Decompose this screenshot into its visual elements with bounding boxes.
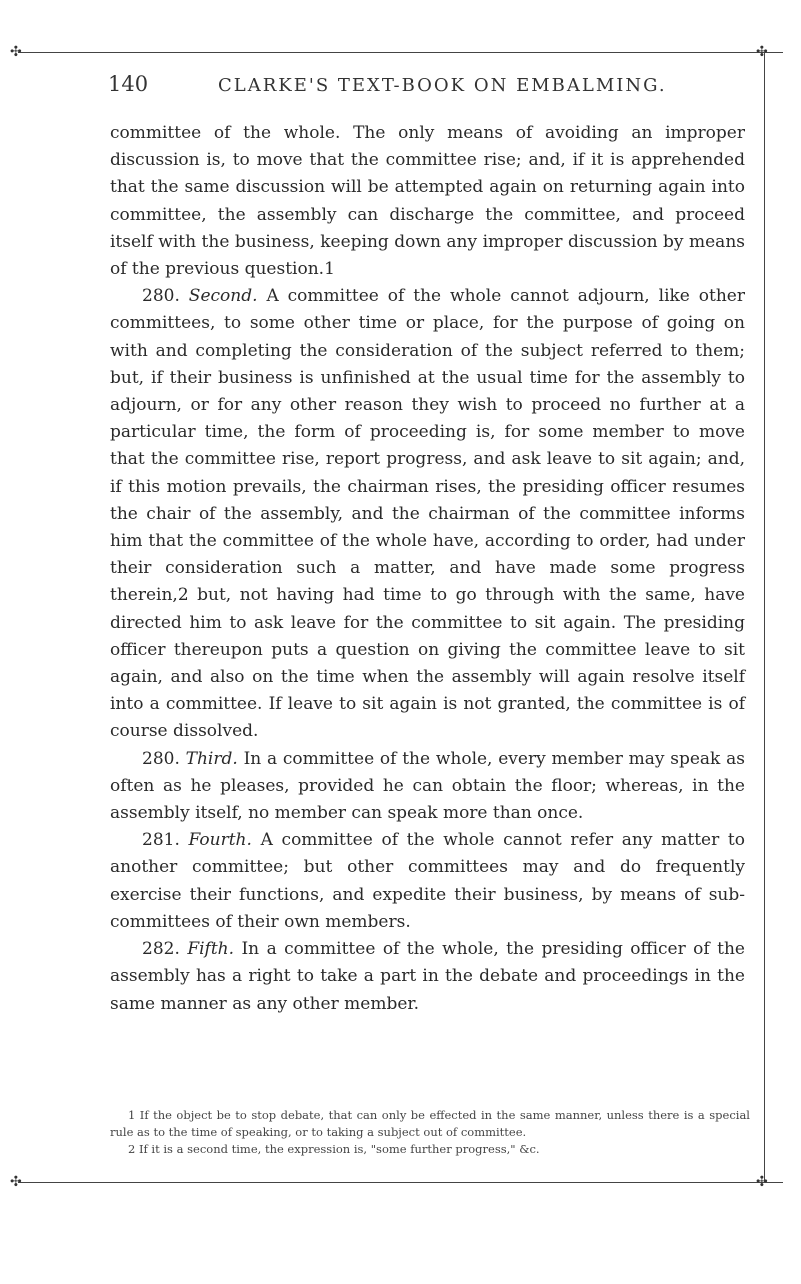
top-rule <box>18 52 783 53</box>
paragraph-280-second <box>110 283 745 745</box>
page-number: 140 <box>108 72 149 96</box>
page-header <box>108 72 745 96</box>
corner-ornament-icon: ✣ <box>756 44 768 60</box>
corner-ornament-icon: ✣ <box>10 44 22 60</box>
paragraph-280-third <box>110 746 745 828</box>
paragraph-281-fourth <box>110 827 745 936</box>
right-rule <box>764 52 765 1182</box>
footnote-1: 1 If the object be to stop debate, that can only be effected in the same manner, unless there is a special rule as to the time of speaking, or to taking a subject out of committee. <box>110 1108 750 1139</box>
section-heading: Third. <box>185 748 244 769</box>
footnote-2: 2 If it is a second time, the expression is, "some further progress," &c. <box>128 1142 540 1156</box>
section-heading: Fifth. <box>187 939 242 960</box>
bottom-rule <box>18 1182 783 1183</box>
corner-ornament-icon: ✣ <box>756 1174 768 1190</box>
section-text: A committee of the whole cannot refer any matter to another committee; but other committees may and do frequently exercise their functions, and expedite their business, by means of sub-committees of their own members. <box>110 830 745 932</box>
paragraph-282-fifth <box>110 936 745 1018</box>
section-heading: Fourth. <box>188 830 261 851</box>
body-text <box>110 120 745 1018</box>
section-number: 282. <box>142 939 188 960</box>
section-number: 280. <box>142 748 186 769</box>
section-number: 280. <box>142 286 189 307</box>
section-heading: Second. <box>188 286 267 307</box>
running-head: CLARKE'S TEXT-BOOK ON EMBALMING. <box>218 75 667 96</box>
paragraph-continued: committee of the whole. The only means of avoiding an improper discussion is, to move that the committee rise; and, if it is apprehended that the same discussion will be attempted again on returning again into committee, the assembly can discharge the committee, and proceed itself with the business, keeping down any improper discussion by means of the previous question.1 <box>110 123 745 280</box>
footnotes <box>110 1107 750 1158</box>
corner-ornament-icon: ✣ <box>10 1174 22 1190</box>
section-text: A committee of the whole cannot adjourn, like other committees, to some other time or place, for the purpose of going on with and completing the consideration of the subject referred to them; but, if their business is unfinished at the usual time for the assembly to adjourn, or for any other reason they wish to proceed no further at a particular time, the form of proceeding is, for some member to move that the committee rise, report progress, and ask leave to sit again; and, if this motion prevails, the chairman rises, the presiding officer resumes the chair of the assembly, and the chairman of the committee informs him that the committee of the whole have, according to order, had under their consideration such a matter, and have made some progress therein,2 but, not having had time to go through with the same, have directed him to ask leave for the committee to sit again. The presiding officer thereupon puts a question on giving the committee leave to sit again, and also on the time when the assembly will again resolve itself into a committee. If leave to sit again is not granted, the committee is of course dissolved. <box>110 286 745 742</box>
section-text: In a committee of the whole, every member may speak as often as he pleases, provided he can obtain the floor; whereas, in the assembly itself, no member can speak more than once. <box>110 748 745 824</box>
section-number: 281. <box>142 830 189 851</box>
section-text: In a committee of the whole, the presiding officer of the assembly has a right to take a part in the debate and proceedings in the same manner as any other member. <box>110 939 745 1014</box>
